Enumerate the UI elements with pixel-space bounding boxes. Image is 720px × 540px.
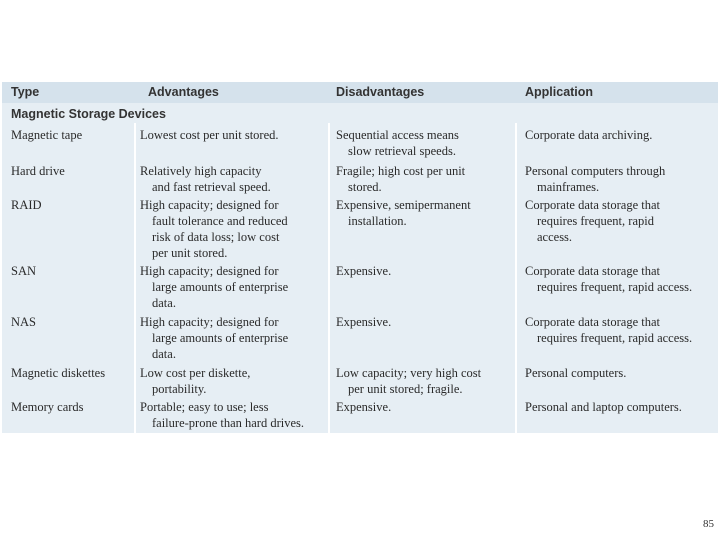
cell-line: High capacity; designed for xyxy=(140,264,279,278)
cell-line: High capacity; designed for xyxy=(140,198,279,212)
page-number: 85 xyxy=(703,518,714,530)
cell-line: stored. xyxy=(348,180,382,194)
section-heading-row xyxy=(2,103,718,123)
cell-line: installation. xyxy=(348,214,407,228)
cell-line: Lowest cost per unit stored. xyxy=(140,128,279,142)
cell-line: Corporate data storage that xyxy=(525,315,661,329)
cell-line: Portable; easy to use; less xyxy=(140,400,269,414)
cell-advantages xyxy=(140,197,330,261)
cell-line: Corporate data storage that xyxy=(525,264,661,278)
cell-line: risk of data loss; low cost xyxy=(152,230,280,244)
cell-line: RAID xyxy=(11,198,42,212)
header-type: Type xyxy=(11,85,40,99)
cell-disadvantages xyxy=(336,314,516,330)
cell-type xyxy=(11,163,136,179)
cell-line: and fast retrieval speed. xyxy=(152,180,271,194)
cell-line: access. xyxy=(537,230,573,244)
cell-line: Low cost per diskette, xyxy=(140,366,251,380)
cell-type xyxy=(11,365,136,381)
cell-advantages xyxy=(140,399,330,431)
cell-line: large amounts of enterprise xyxy=(152,331,289,345)
cell-line: Magnetic diskettes xyxy=(11,366,106,380)
cell-line: Low capacity; very high cost xyxy=(336,366,482,380)
cell-application xyxy=(525,365,715,381)
cell-advantages xyxy=(140,127,330,143)
cell-line: large amounts of enterprise xyxy=(152,280,289,294)
cell-line: data. xyxy=(152,296,176,310)
cell-application xyxy=(525,263,715,295)
cell-type xyxy=(11,399,136,415)
cell-line: Personal computers through xyxy=(525,164,666,178)
section-heading: Magnetic Storage Devices xyxy=(11,107,166,121)
cell-line: requires frequent, rapid access. xyxy=(537,280,693,294)
cell-line: SAN xyxy=(11,264,37,278)
cell-advantages xyxy=(140,365,330,397)
cell-line: per unit stored. xyxy=(152,246,228,260)
cell-line: High capacity; designed for xyxy=(140,315,279,329)
cell-line: Memory cards xyxy=(11,400,84,414)
cell-line: Sequential access means xyxy=(336,128,459,142)
cell-type xyxy=(11,197,136,213)
cell-line: Corporate data archiving. xyxy=(525,128,653,142)
cell-disadvantages xyxy=(336,127,516,159)
cell-application xyxy=(525,399,715,415)
cell-line: Expensive. xyxy=(336,400,392,414)
cell-type xyxy=(11,263,136,279)
cell-disadvantages xyxy=(336,263,516,279)
cell-line: Fragile; high cost per unit xyxy=(336,164,466,178)
table-header-row xyxy=(2,82,718,103)
cell-application xyxy=(525,314,715,346)
cell-line: data. xyxy=(152,347,176,361)
cell-line: Expensive. xyxy=(336,315,392,329)
cell-line: mainframes. xyxy=(537,180,600,194)
cell-disadvantages xyxy=(336,197,516,229)
cell-type xyxy=(11,314,136,330)
cell-line: Personal computers. xyxy=(525,366,627,380)
cell-line: requires frequent, rapid access. xyxy=(537,331,693,345)
cell-line: Expensive. xyxy=(336,264,392,278)
cell-advantages xyxy=(140,263,330,311)
cell-line: Hard drive xyxy=(11,164,65,178)
header-application: Application xyxy=(525,85,594,99)
cell-advantages xyxy=(140,314,330,362)
cell-line: Personal and laptop computers. xyxy=(525,400,682,414)
cell-line: Relatively high capacity xyxy=(140,164,262,178)
cell-line: portability. xyxy=(152,382,207,396)
cell-line: Magnetic tape xyxy=(11,128,83,142)
cell-line: NAS xyxy=(11,315,37,329)
cell-line: failure-prone than hard drives. xyxy=(152,416,305,430)
storage-devices-table xyxy=(2,82,718,433)
cell-disadvantages xyxy=(336,365,516,397)
cell-line: Expensive, semipermanent xyxy=(336,198,471,212)
cell-disadvantages xyxy=(336,163,516,195)
cell-line: fault tolerance and reduced xyxy=(152,214,288,228)
cell-line: requires frequent, rapid xyxy=(537,214,654,228)
cell-application xyxy=(525,163,715,195)
cell-type xyxy=(11,127,136,143)
cell-application xyxy=(525,197,715,245)
cell-disadvantages xyxy=(336,399,516,415)
cell-line: per unit stored; fragile. xyxy=(348,382,463,396)
cell-application xyxy=(525,127,715,143)
header-advantages: Advantages xyxy=(148,85,219,99)
cell-line: slow retrieval speeds. xyxy=(348,144,456,158)
cell-line: Corporate data storage that xyxy=(525,198,661,212)
cell-advantages xyxy=(140,163,330,195)
header-disadvantages: Disadvantages xyxy=(336,85,425,99)
